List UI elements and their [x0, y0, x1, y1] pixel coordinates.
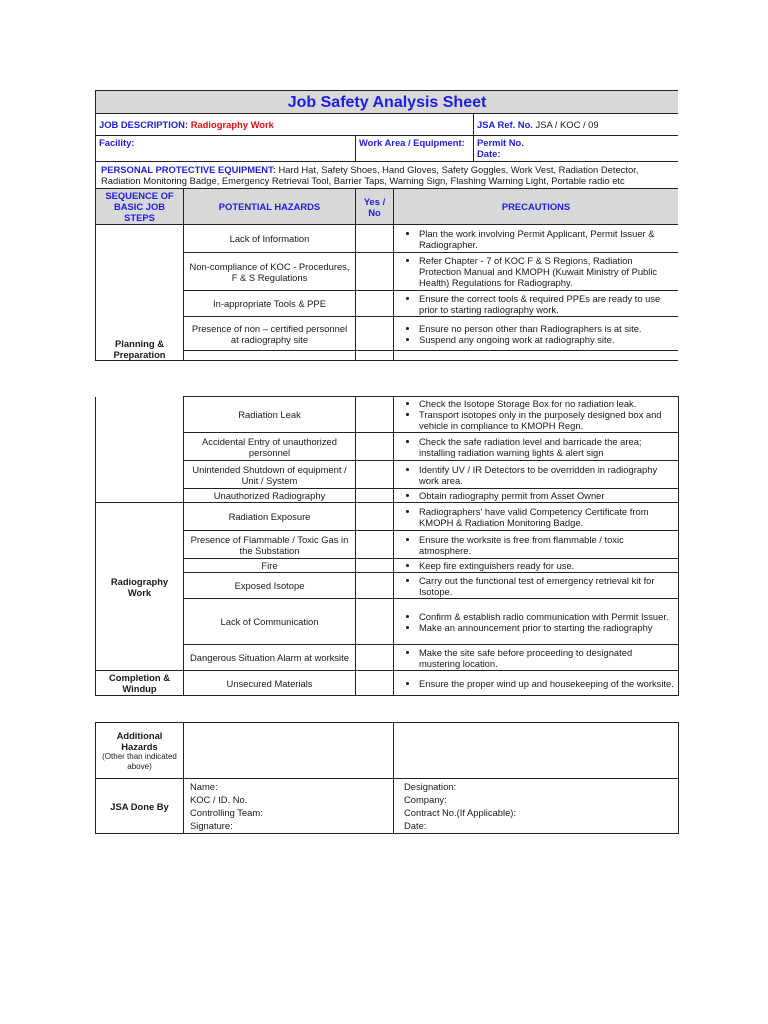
header-sequence: SEQUENCE OF BASIC JOB STEPS [96, 189, 184, 225]
company-label: Company: [404, 794, 447, 805]
yesno-cell [356, 645, 394, 671]
precaution-item: • Make the site safe before proceeding to designated mustering location. [419, 647, 675, 669]
yesno-cell [356, 559, 394, 573]
precautions-cell [394, 489, 679, 503]
hazard-cell: Unauthorized Radiography [184, 489, 356, 503]
hazard-cell: Fire [184, 559, 356, 573]
yesno-cell [356, 291, 394, 317]
precautions-cell [394, 671, 679, 696]
document-title: Job Safety Analysis Sheet [96, 91, 679, 114]
yesno-cell [356, 503, 394, 531]
additional-hazards-field[interactable] [394, 723, 679, 779]
precaution-item: • Check the safe radiation level and barricade the area; installing radiation warning lights & alert sign [419, 436, 675, 458]
permit-no-label: Permit No. [477, 137, 524, 148]
precautions-cell [394, 397, 679, 433]
additional-hazards-field[interactable] [184, 723, 394, 779]
precaution-item: • Suspend any ongoing work at radiography site. [419, 334, 675, 345]
step-planning: Planning & Preparation [96, 225, 184, 361]
precautions-cell [394, 461, 679, 489]
step-radiography: Radiography Work [96, 503, 184, 671]
ppe-cell [96, 162, 679, 189]
yesno-cell [356, 397, 394, 433]
done-by-right-cell [394, 779, 679, 834]
precaution-item: • Make an announcement prior to starting the radiography [419, 622, 675, 633]
yesno-cell [356, 599, 394, 645]
yesno-cell [356, 225, 394, 253]
jsa-ref-label: JSA Ref. No. [477, 119, 533, 130]
name-label: Name: [190, 781, 218, 792]
hazard-cell: Exposed Isotope [184, 573, 356, 599]
precautions-cell [394, 433, 679, 461]
hazard-cell: Radiation Exposure [184, 503, 356, 531]
header-yesno: Yes / No [356, 189, 394, 225]
hazard-cell: Unintended Shutdown of equipment / Unit / System [184, 461, 356, 489]
jsa-ref-value: JSA / KOC / 09 [535, 119, 599, 130]
work-area-label: Work Area / Equipment: [359, 137, 465, 148]
precautions-cell [394, 253, 679, 291]
yesno-cell [356, 489, 394, 503]
precaution-item: • Confirm & establish radio communication with Permit Issuer. [419, 611, 675, 622]
additional-hazards-note: (Other than indicated above) [102, 751, 177, 771]
page-2-section [95, 396, 678, 696]
ppe-value: Hard Hat, Safety Shoes, Hand Gloves, Safety Goggles, Work Vest, Radiation Detector, Radiation Monitoring Badge, Emergency Retrieval Tool, Barrier Taps, Warning Sign, Flashing Warning Light, Portable radio etc [101, 164, 639, 186]
precaution-item: • Plan the work involving Permit Applicant, Permit Issuer & Radiographer. [419, 228, 675, 250]
job-description-value: Radiography Work [190, 119, 274, 130]
precautions-cell [394, 291, 679, 317]
precaution-item: • Ensure no person other than Radiographers is at site. [419, 323, 675, 334]
precaution-item: • Obtain radiography permit from Asset Owner [419, 490, 675, 501]
facility-label: Facility: [99, 137, 135, 148]
job-description-label: JOB DESCRIPTION: [99, 119, 189, 130]
step-completion: Completion & Windup [96, 671, 184, 696]
hazard-cell: Presence of Flammable / Toxic Gas in the Substation [184, 531, 356, 559]
precautions-cell [394, 531, 679, 559]
hazard-cell: Lack of Information [184, 225, 356, 253]
date-label: Date: [477, 148, 501, 159]
additional-hazards-cell [96, 723, 184, 779]
ppe-label: PERSONAL PROTECTIVE EQUIPMENT: [101, 164, 276, 175]
precautions-cell [394, 573, 679, 599]
precautions-cell [394, 317, 679, 351]
precautions-cell [394, 559, 679, 573]
jsa-continuation-table [95, 396, 679, 696]
yesno-cell [356, 573, 394, 599]
precaution-item: • Ensure the correct tools & required PPEs are ready to use prior to starting radiography work. [419, 293, 675, 315]
koc-id-label: KOC / ID. No. [190, 794, 248, 805]
precautions-cell [394, 599, 679, 645]
hazard-cell: Non-compliance of KOC - Procedures, F & S Regulations [184, 253, 356, 291]
precaution-item: • Carry out the functional test of emergency retrieval kit for Isotope. [419, 575, 675, 597]
designation-label: Designation: [404, 781, 457, 792]
hazard-cell: Dangerous Situation Alarm at worksite [184, 645, 356, 671]
permit-cell [474, 136, 679, 162]
yesno-cell [356, 531, 394, 559]
facility-cell [96, 136, 356, 162]
jsa-footer-table [95, 722, 679, 834]
precaution-item: • Ensure the worksite is free from flammable / toxic atmosphere. [419, 534, 675, 556]
yesno-cell [356, 461, 394, 489]
hazard-cell: Radiation Leak [184, 397, 356, 433]
hazard-cell: Unsecured Materials [184, 671, 356, 696]
jsa-ref-cell [474, 114, 679, 136]
contract-no-label: Contract No.(If Applicable): [404, 807, 517, 818]
yesno-cell [356, 433, 394, 461]
done-by-left-cell [184, 779, 394, 834]
hazard-cell: Lack of Communication [184, 599, 356, 645]
jsa-done-by-label: JSA Done By [96, 779, 184, 834]
precautions-cell [394, 503, 679, 531]
header-precautions: PRECAUTIONS [394, 189, 679, 225]
yesno-cell [356, 253, 394, 291]
step-planning-continued [96, 397, 184, 503]
hazard-cell: Presence of non – certified personnel at radiography site [184, 317, 356, 351]
hazard-cell: Accidental Entry of unauthorized personnel [184, 433, 356, 461]
precaution-item: • Radiographers' have valid Competency Certificate from KMOPH & Radiation Monitoring Badge. [419, 506, 675, 528]
date-field-label: Date: [404, 820, 427, 831]
yesno-cell [356, 317, 394, 351]
precaution-item: • Ensure the proper wind up and housekeeping of the worksite. [419, 678, 675, 689]
precautions-cell [394, 225, 679, 253]
page-1-section [95, 90, 678, 368]
header-hazards: POTENTIAL HAZARDS [184, 189, 356, 225]
job-description-cell [96, 114, 474, 136]
precaution-item: • Transport isotopes only in the purposely designed box and vehicle in compliance to KMOPH Regn. [419, 409, 675, 431]
precaution-item: • Identify UV / IR Detectors to be overridden in radiography work area. [419, 464, 675, 486]
signature-label: Signature: [190, 820, 233, 831]
precaution-item: • Refer Chapter - 7 of KOC F & S Regions, Radiation Protection Manual and KMOPH (Kuwait Ministry of Public Health) Regulations for Radiography. [419, 255, 675, 288]
precautions-cell [394, 645, 679, 671]
jsa-header-table [95, 90, 678, 361]
precaution-item: • Check the Isotope Storage Box for no radiation leak. [419, 398, 675, 409]
page-3-section [95, 722, 678, 834]
controlling-team-label: Controlling Team: [190, 807, 263, 818]
hazard-cell: In-appropriate Tools & PPE [184, 291, 356, 317]
work-area-cell [356, 136, 474, 162]
yesno-cell [356, 671, 394, 696]
additional-hazards-label: Additional Hazards [116, 729, 163, 752]
precaution-item: • Keep fire extinguishers ready for use. [419, 560, 675, 571]
